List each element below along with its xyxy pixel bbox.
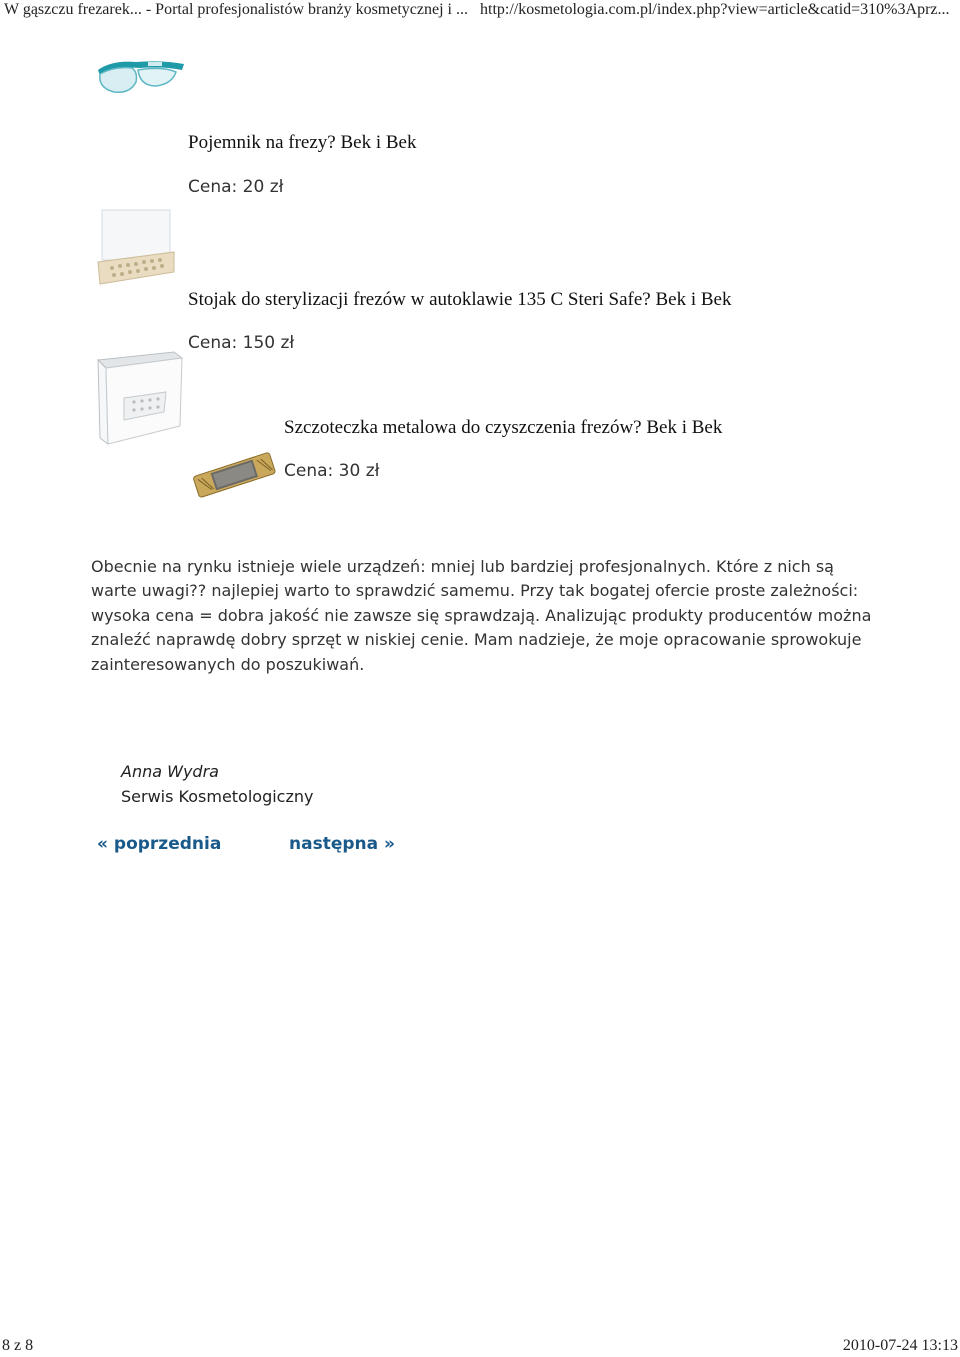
product-name-3: Szczoteczka metalowa do czyszczenia frezów? Bek i Bek — [284, 417, 723, 438]
page-counter: 8 z 8 — [2, 1337, 34, 1354]
next-link[interactable]: następna » — [289, 834, 395, 854]
author-name: Anna Wydra — [121, 762, 219, 781]
sterilization-stand-image — [94, 350, 186, 448]
pagination-nav — [97, 834, 221, 854]
page-title: W gąszczu frezarek... - Portal profesjonalistów branży kosmetycznej i ... — [4, 1, 468, 18]
author-organization: Serwis Kosmetologiczny — [121, 786, 314, 806]
product-name-1: Pojemnik na frezy? Bek i Bek — [188, 132, 417, 153]
safety-glasses-image — [92, 52, 188, 98]
metal-brush-image — [190, 444, 278, 504]
pagination-nav-next — [289, 834, 395, 854]
page-url: http://kosmetologia.com.pl/index.php?view=article&catid=310%3Aprz... — [480, 1, 950, 18]
signature-block — [121, 760, 313, 809]
article-paragraph: Obecnie na rynku istnieje wiele urządzeń: mniej lub bardziej profesjonalnych. Które z nich są warte uwagi?? najlepiej warto to sprawdzić samemu. Przy tak bogatej ofercie proste zależności: wysoka cena = dobra jakość nie zawsze się sprawdzają. Analizując produkty producentów można znaleźć naprawdę dobry sprzęt w niskiej cenie. Mam nadzieje, że moje opracowanie sprowokuje zainteresowanych do poszukiwań. — [91, 557, 872, 674]
prev-link[interactable]: « poprzednia — [97, 834, 222, 854]
print-date: 2010-07-24 13:13 — [842, 1337, 958, 1354]
product-price-2: Cena: 150 zł — [188, 333, 295, 353]
print-header — [0, 0, 960, 24]
product-name-2: Stojak do sterylizacji frezów w autoklawie 135 C Steri Safe? Bek i Bek — [188, 289, 732, 310]
bur-container-image — [94, 206, 178, 288]
product-price-1: Cena: 20 zł — [188, 177, 284, 197]
product-price-3: Cena: 30 zł — [284, 461, 380, 481]
